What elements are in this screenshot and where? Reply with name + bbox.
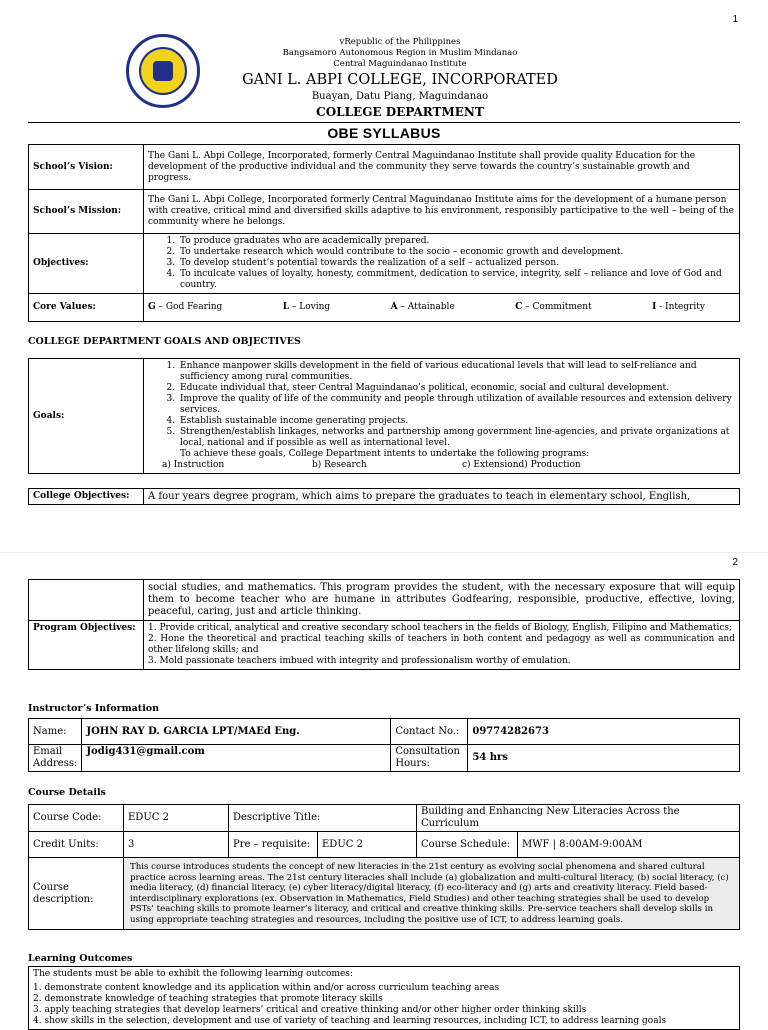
core-value: G – God Fearing	[148, 302, 223, 312]
schedule-label: Course Schedule:	[417, 832, 518, 858]
objectives-row	[29, 234, 740, 294]
goals-cell	[144, 359, 740, 474]
instructor-contact: 09774282673	[468, 719, 740, 745]
core-value: C – Commitment	[515, 302, 592, 312]
program-objective-item: 1. Provide critical, analytical and creative secondary school teachers in the fields of Biology, English, Filipino and Mathematics;	[148, 623, 733, 633]
department-title: COLLEGE DEPARTMENT	[316, 105, 484, 119]
program-objectives-cell	[144, 621, 740, 670]
goals-label: Goals:	[29, 359, 144, 474]
goal-item: 5. Strengthen/establish linkages, networks and partnership among government line-agencies, and private organizations at local, national and if possible as well as international level.	[178, 427, 735, 449]
core-values-label: Core Values:	[29, 294, 144, 322]
contact-label: Contact No.:	[391, 719, 468, 745]
college-objectives-table	[28, 488, 740, 505]
instructor-row-2	[29, 745, 740, 772]
program-objective-item: 3. Mold passionate teachers imbued with integrity and professionalism worthy of emulation.	[148, 656, 571, 666]
college-address: Buayan, Datu Piang, Maguindanao	[311, 91, 489, 102]
instructor-row-1	[29, 719, 740, 745]
core-value: I - Integrity	[652, 302, 705, 312]
goal-item: 4. Establish sustainable income generating projects.	[178, 416, 735, 427]
seal-figure-icon	[153, 61, 173, 81]
college-seal-logo	[126, 34, 200, 108]
program-objective-item: 2. Hone the theoretical and practical teaching skills of teachers in both content and pedagogy as well as communication and other lifelong skills; and	[148, 634, 735, 655]
header-rule	[28, 122, 740, 123]
college-objectives-continued: social studies, and mathematics. This program provides the student, with the necessary exposure that will equip them to become teacher who are humane in attributes Godfearing, responsible, productive, effective, loving, peaceful, caring, just and article thinking.	[144, 580, 740, 621]
course-section-title: Course Details	[28, 787, 106, 798]
consult-hours: 54 hrs	[468, 745, 740, 772]
page-2	[0, 552, 768, 1025]
vision-label: School’s Vision:	[29, 145, 144, 190]
course-description-label: Course description:	[29, 858, 124, 930]
college-objectives-row	[29, 489, 740, 505]
college-name: GANI L. ABPI COLLEGE, INCORPORATED	[242, 72, 558, 88]
course-table	[28, 804, 740, 930]
consult-label: Consultation Hours:	[391, 745, 468, 772]
course-schedule: MWF | 8:00AM-9:00AM	[518, 832, 740, 858]
vision-row	[29, 145, 740, 190]
descriptive-title-label: Descriptive Title:	[229, 805, 417, 832]
descriptive-title: Building and Enhancing New Literacies Across the Curriculum	[417, 805, 740, 832]
header-republic: vRepublic of the Philippines	[339, 37, 461, 47]
goal-item: 3. Improve the quality of life of the community and people through utilization of available resources and extension delivery services.	[178, 394, 735, 416]
empty-label-cell	[29, 580, 144, 621]
objectives-cell	[144, 234, 740, 294]
objective-item: 4. To inculcate values of loyalty, honesty, commitment, dedication to service, integrity, self – reliance and love of God and country.	[178, 269, 735, 291]
page-number: 1	[732, 14, 738, 25]
instructor-table	[28, 718, 740, 772]
program-item: b) Research	[312, 460, 367, 470]
school-info-table	[28, 144, 740, 322]
mission-text: The Gani L. Abpi College, Incorporated formerly Central Maguindanao Institute aims for the development of a humane person with creative, critical mind and diversified skills adaptive to his environment, responsibly participative to the well – being of the community where he belongs.	[144, 190, 740, 234]
core-value: L – Loving	[282, 302, 331, 312]
header-institute: Central Maguindanao Institute	[333, 59, 467, 69]
objective-item: 2. To undertake research which would contribute to the socio – economic growth and development.	[178, 247, 735, 258]
learning-outcomes-intro: The students must be able to exhibit the following learning outcomes:	[33, 969, 353, 979]
instructor-name: JOHN RAY D. GARCIA LPT/MAEd Eng.	[82, 719, 391, 745]
learning-outcome-item: 2. demonstrate knowledge of teaching strategies that promote literacy skills	[33, 994, 383, 1004]
name-label: Name:	[29, 719, 82, 745]
learning-outcomes-title: Learning Outcomes	[28, 953, 133, 964]
seal-emblem	[139, 47, 187, 95]
vision-text: The Gani L. Abpi College, Incorporated, formerly Central Maguindanao Institute shall provide quality Education for the development of the productive individual and the community they serve towards the country’s sustainable growth and progress.	[144, 145, 740, 190]
college-objectives-text: A four years degree program, which aims to prepare the graduates to teach in elementary school, English,	[144, 489, 740, 505]
goals-section-title: COLLEGE DEPARTMENT GOALS AND OBJECTIVES	[28, 336, 301, 347]
mission-row	[29, 190, 740, 234]
learning-outcomes-table	[28, 966, 740, 1030]
course-description: This course introduces students the concept of new literacies in the 21st century as evolving social phenomena and shared cultural practice across learning areas. The 21st century literacies shall include (a) globalization and multi-cultural literacy, (b) social literacy, (c) media literacy, (d) financial literacy, (e) cyber literacy/digital literacy, (f) eco-literacy and (g) arts and creativity literacy. Field based-interdisciplinary explorations (ex. Observation in Mathematics, Field Studies) and other teaching strategies shall be used to develop PSTs’ teaching skills to promote learner’s literacy, and critical and creative thinking skills. Pre-service teachers shall develop skills in using appropriate teaching strategies and resources, including the positive use of ICT, to address learning goals.	[124, 858, 740, 930]
objectives-label: Objectives:	[29, 234, 144, 294]
objective-item: 3. To develop student’s potential towards the realization of a self – actualized person.	[178, 258, 735, 269]
goals-table	[28, 358, 740, 474]
goals-row	[29, 359, 740, 474]
program-item: c) Extensiond) Production	[462, 460, 581, 470]
objective-item: 1. To produce graduates who are academically prepared.	[178, 236, 735, 247]
page-number: 2	[732, 557, 738, 568]
course-row-1	[29, 805, 740, 832]
learning-outcome-item: 1. demonstrate content knowledge and its application within and/or across curriculum teaching areas	[33, 983, 500, 993]
header-region: Bangsamoro Autonomous Region in Muslim Mindanao	[282, 48, 518, 58]
core-values-row	[29, 294, 740, 322]
programs-intro: To achieve these goals, College Department intents to undertake the following programs:	[180, 449, 590, 459]
email-label: Email Address:	[29, 745, 82, 772]
core-values-cell	[144, 294, 740, 322]
prerequisite-label: Pre – requisite:	[229, 832, 318, 858]
programs-list	[148, 460, 735, 471]
program-objectives-label: Program Objectives:	[29, 621, 144, 670]
program-objectives-table	[28, 579, 740, 670]
core-value: A – Attainable	[390, 302, 455, 312]
credit-units: 3	[124, 832, 229, 858]
learning-outcomes-row	[29, 967, 740, 1030]
instructor-email: Jodig431@gmail.com	[82, 745, 391, 772]
credit-units-label: Credit Units:	[29, 832, 124, 858]
course-row-2	[29, 832, 740, 858]
program-objectives-row	[29, 621, 740, 670]
learning-outcomes-cell	[29, 967, 740, 1030]
goal-item: 1. Enhance manpower skills development in the field of various educational levels that will lead to self-reliance and sufficiency among rural communities.	[178, 361, 735, 383]
course-code: EDUC 2	[124, 805, 229, 832]
college-objectives-label: College Objectives:	[29, 489, 144, 505]
college-objectives-continued-row	[29, 580, 740, 621]
course-description-row	[29, 858, 740, 930]
learning-outcome-item: 3. apply teaching strategies that develop learners’ critical and creative thinking and/or other higher order thinking skills	[33, 1005, 587, 1015]
learning-outcome-item: 4. show skills in the selection, development and use of variety of teaching and learning resources, including ICT, to address learning goals	[33, 1016, 667, 1026]
mission-label: School’s Mission:	[29, 190, 144, 234]
syllabus-title: OBE SYLLABUS	[327, 125, 441, 141]
goal-item: 2. Educate individual that, steer Central Maguindanao’s political, economic, social and cultural development.	[178, 383, 735, 394]
course-code-label: Course Code:	[29, 805, 124, 832]
prerequisite: EDUC 2	[318, 832, 417, 858]
instructor-section-title: Instructor’s Information	[28, 703, 160, 714]
program-item: a) Instruction	[162, 460, 225, 470]
